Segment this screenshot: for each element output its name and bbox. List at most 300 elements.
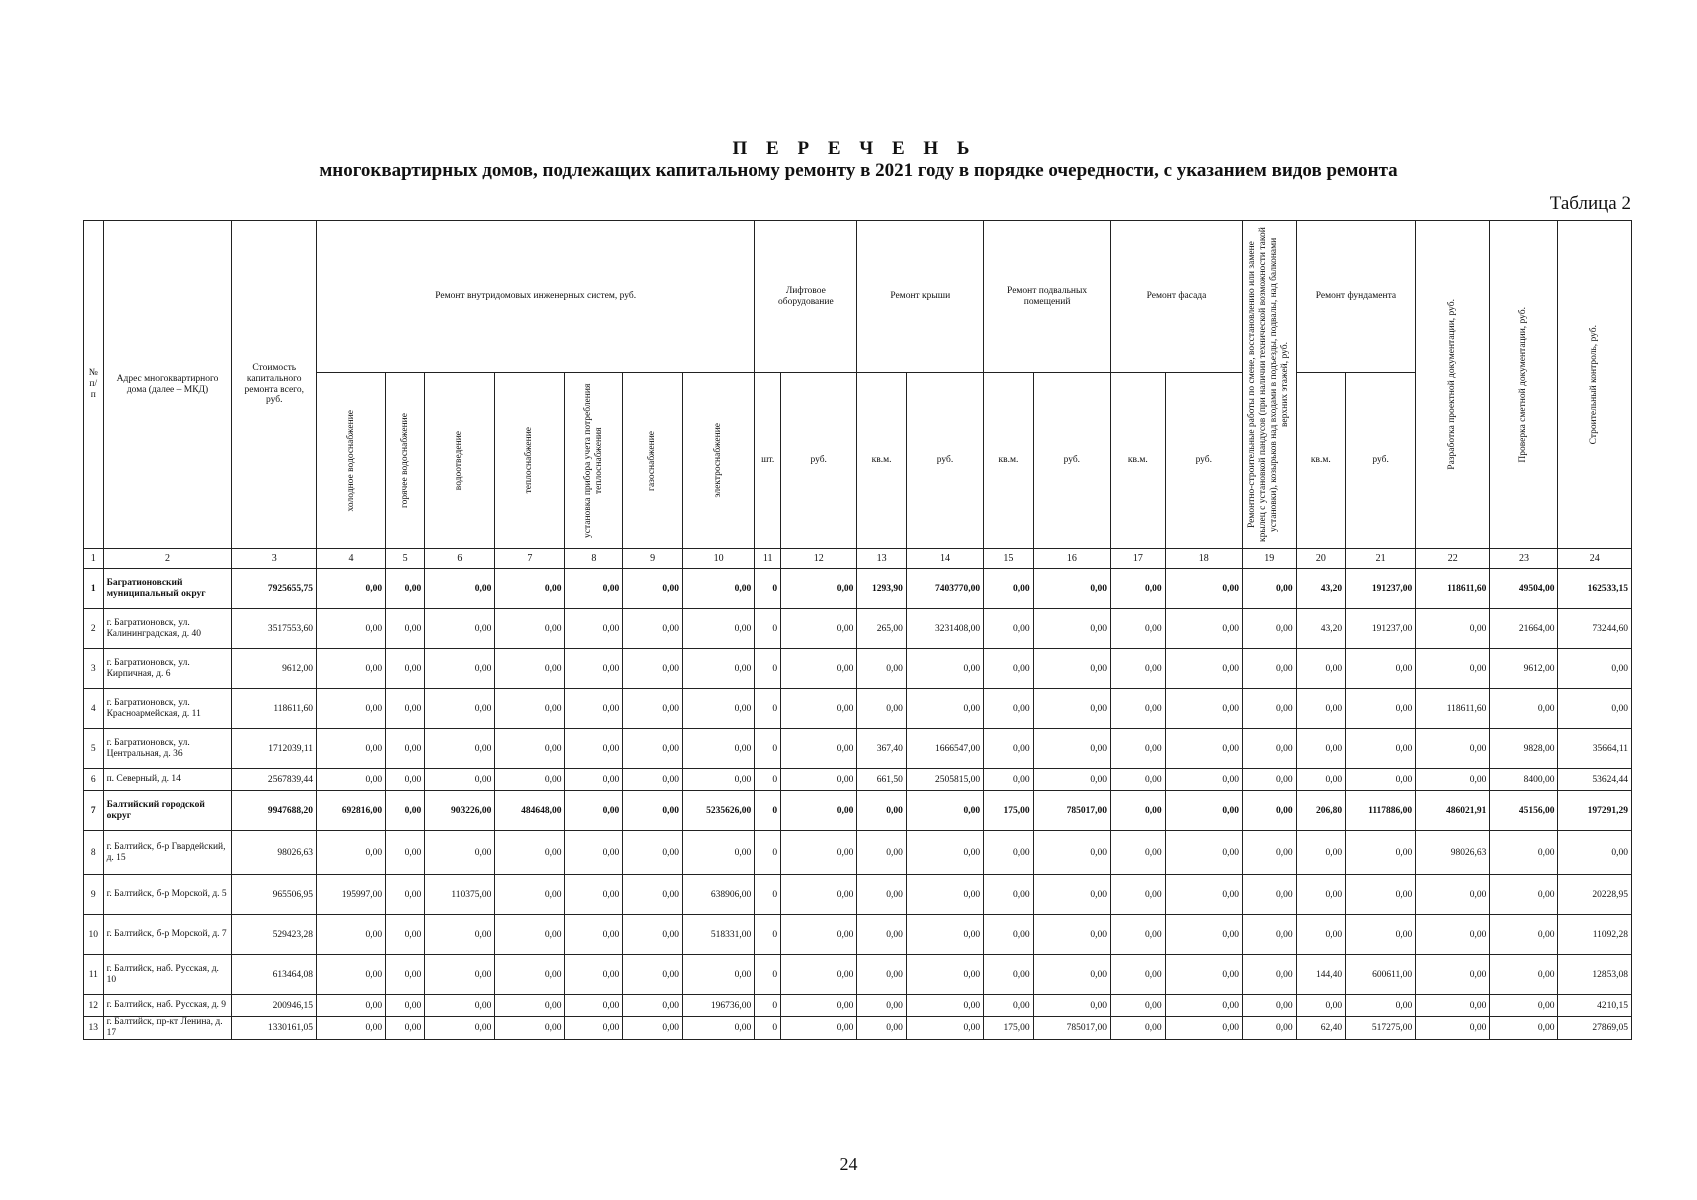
value-cell: 0,00 bbox=[1416, 729, 1490, 769]
value-cell: 0,00 bbox=[857, 1017, 906, 1040]
header-foundation-sqm: кв.м. bbox=[1296, 373, 1345, 549]
header-lift-equipment: Лифтовое оборудование bbox=[755, 221, 857, 373]
value-cell: 0,00 bbox=[1242, 875, 1296, 915]
value-cell: 0,00 bbox=[1416, 649, 1490, 689]
value-cell: 0,00 bbox=[1416, 995, 1490, 1017]
header-facade-rub: руб. bbox=[1165, 373, 1242, 549]
value-cell: 2567839,44 bbox=[232, 769, 317, 791]
value-cell: 0,00 bbox=[1165, 1017, 1242, 1040]
value-cell: 0,00 bbox=[906, 689, 983, 729]
value-cell: 0,00 bbox=[623, 689, 683, 729]
column-number: 5 bbox=[386, 549, 425, 569]
header-basement-sqm: кв.м. bbox=[984, 373, 1033, 549]
column-number: 24 bbox=[1558, 549, 1632, 569]
value-cell: 73244,60 bbox=[1558, 609, 1632, 649]
value-cell: 0,00 bbox=[495, 831, 565, 875]
value-cell: 0,00 bbox=[386, 609, 425, 649]
value-cell: 0,00 bbox=[683, 1017, 755, 1040]
column-number-row bbox=[84, 549, 1632, 569]
value-cell: 0,00 bbox=[1346, 995, 1416, 1017]
value-cell: 118611,60 bbox=[232, 689, 317, 729]
value-cell: 0,00 bbox=[495, 875, 565, 915]
value-cell: 191237,00 bbox=[1346, 609, 1416, 649]
value-cell: 0 bbox=[755, 915, 781, 955]
value-cell: 0,00 bbox=[565, 995, 623, 1017]
value-cell: 4210,15 bbox=[1558, 995, 1632, 1017]
value-cell: 0,00 bbox=[906, 831, 983, 875]
value-cell: 0,00 bbox=[623, 769, 683, 791]
value-cell: 0,00 bbox=[1242, 689, 1296, 729]
address-cell: г. Балтийск, наб. Русская, д. 10 bbox=[103, 955, 232, 995]
table-row bbox=[84, 609, 1632, 649]
value-cell: 0,00 bbox=[1242, 791, 1296, 831]
value-cell: 0,00 bbox=[857, 689, 906, 729]
header-gas: газоснабжение bbox=[623, 373, 683, 549]
value-cell: 0,00 bbox=[1490, 995, 1558, 1017]
value-cell: 144,40 bbox=[1296, 955, 1345, 995]
value-cell: 484648,00 bbox=[495, 791, 565, 831]
value-cell: 0,00 bbox=[906, 1017, 983, 1040]
header-electric: электроснабжение bbox=[683, 373, 755, 549]
value-cell: 0,00 bbox=[623, 875, 683, 915]
value-cell: 0,00 bbox=[1033, 769, 1110, 791]
value-cell: 0,00 bbox=[425, 995, 495, 1017]
value-cell: 0,00 bbox=[906, 791, 983, 831]
value-cell: 0,00 bbox=[1242, 649, 1296, 689]
value-cell: 0,00 bbox=[623, 649, 683, 689]
value-cell: 0,00 bbox=[683, 955, 755, 995]
value-cell: 0,00 bbox=[1346, 769, 1416, 791]
row-number-cell: 6 bbox=[84, 769, 104, 791]
value-cell: 0,00 bbox=[984, 915, 1033, 955]
value-cell: 0,00 bbox=[1033, 689, 1110, 729]
value-cell: 0,00 bbox=[1346, 915, 1416, 955]
value-cell: 7403770,00 bbox=[906, 569, 983, 609]
column-number: 1 bbox=[84, 549, 104, 569]
value-cell: 1712039,11 bbox=[232, 729, 317, 769]
address-cell: г. Багратионовск, ул. Кирпичная, д. 6 bbox=[103, 649, 232, 689]
value-cell: 0,00 bbox=[1490, 831, 1558, 875]
value-cell: 785017,00 bbox=[1033, 1017, 1110, 1040]
document-subtitle: многоквартирных домов, подлежащих капитальному ремонту в 2021 году в порядке очередности, с указанием видов ремонта bbox=[319, 160, 1398, 181]
value-cell: 0,00 bbox=[857, 831, 906, 875]
value-cell: 21664,00 bbox=[1490, 609, 1558, 649]
value-cell: 0 bbox=[755, 689, 781, 729]
header-heating: теплоснабжение bbox=[495, 373, 565, 549]
value-cell: 0,00 bbox=[425, 915, 495, 955]
address-cell: Багратионовский муниципальный округ bbox=[103, 569, 232, 609]
value-cell: 118611,60 bbox=[1416, 689, 1490, 729]
value-cell: 0,00 bbox=[1490, 689, 1558, 729]
header-design-docs: Разработка проектной документации, руб. bbox=[1416, 221, 1490, 549]
header-facade-sqm: кв.м. bbox=[1111, 373, 1166, 549]
value-cell: 0,00 bbox=[1165, 955, 1242, 995]
value-cell: 0,00 bbox=[1165, 689, 1242, 729]
value-cell: 0,00 bbox=[565, 1017, 623, 1040]
address-cell: г. Балтийск, б-р Морской, д. 5 bbox=[103, 875, 232, 915]
header-lift-pcs: шт. bbox=[755, 373, 781, 549]
value-cell: 0,00 bbox=[1346, 729, 1416, 769]
value-cell: 0,00 bbox=[781, 1017, 857, 1040]
value-cell: 0,00 bbox=[386, 729, 425, 769]
column-number: 7 bbox=[495, 549, 565, 569]
value-cell: 7925655,75 bbox=[232, 569, 317, 609]
header-facade-repair: Ремонт фасада bbox=[1111, 221, 1243, 373]
header-sewerage: водоотведение bbox=[425, 373, 495, 549]
value-cell: 0 bbox=[755, 875, 781, 915]
value-cell: 8400,00 bbox=[1490, 769, 1558, 791]
table-row bbox=[84, 875, 1632, 915]
row-number-cell: 11 bbox=[84, 955, 104, 995]
value-cell: 0,00 bbox=[1416, 915, 1490, 955]
value-cell: 0,00 bbox=[781, 609, 857, 649]
value-cell: 0,00 bbox=[1490, 1017, 1558, 1040]
table-row bbox=[84, 569, 1632, 609]
value-cell: 0,00 bbox=[425, 689, 495, 729]
value-cell: 1330161,05 bbox=[232, 1017, 317, 1040]
row-number-cell: 8 bbox=[84, 831, 104, 875]
value-cell: 0,00 bbox=[1111, 649, 1166, 689]
value-cell: 0,00 bbox=[565, 569, 623, 609]
value-cell: 0,00 bbox=[565, 609, 623, 649]
value-cell: 62,40 bbox=[1296, 1017, 1345, 1040]
value-cell: 0,00 bbox=[781, 689, 857, 729]
value-cell: 0,00 bbox=[1242, 915, 1296, 955]
value-cell: 0,00 bbox=[317, 729, 386, 769]
value-cell: 518331,00 bbox=[683, 915, 755, 955]
value-cell: 0,00 bbox=[1165, 729, 1242, 769]
value-cell: 0,00 bbox=[1346, 831, 1416, 875]
value-cell: 0,00 bbox=[1296, 831, 1345, 875]
value-cell: 0,00 bbox=[857, 791, 906, 831]
value-cell: 0,00 bbox=[1416, 609, 1490, 649]
header-roof-repair: Ремонт крыши bbox=[857, 221, 984, 373]
row-number-cell: 9 bbox=[84, 875, 104, 915]
address-cell: п. Северный, д. 14 bbox=[103, 769, 232, 791]
value-cell: 0,00 bbox=[425, 1017, 495, 1040]
value-cell: 0,00 bbox=[1033, 831, 1110, 875]
row-number-cell: 7 bbox=[84, 791, 104, 831]
value-cell: 0 bbox=[755, 831, 781, 875]
value-cell: 53624,44 bbox=[1558, 769, 1632, 791]
value-cell: 0,00 bbox=[317, 915, 386, 955]
value-cell: 0,00 bbox=[565, 689, 623, 729]
value-cell: 0,00 bbox=[857, 915, 906, 955]
value-cell: 265,00 bbox=[857, 609, 906, 649]
address-cell: г. Багратионовск, ул. Центральная, д. 36 bbox=[103, 729, 232, 769]
column-number: 6 bbox=[425, 549, 495, 569]
value-cell: 0,00 bbox=[1558, 831, 1632, 875]
value-cell: 0,00 bbox=[984, 875, 1033, 915]
value-cell: 0,00 bbox=[623, 791, 683, 831]
value-cell: 0,00 bbox=[683, 769, 755, 791]
value-cell: 0,00 bbox=[425, 831, 495, 875]
value-cell: 0,00 bbox=[1033, 875, 1110, 915]
value-cell: 0,00 bbox=[425, 729, 495, 769]
column-number: 8 bbox=[565, 549, 623, 569]
table-caption: Таблица 2 bbox=[1549, 193, 1631, 214]
address-cell: г. Балтийск, пр-кт Ленина, д. 17 bbox=[103, 1017, 232, 1040]
value-cell: 0,00 bbox=[495, 569, 565, 609]
column-number: 21 bbox=[1346, 549, 1416, 569]
value-cell: 0,00 bbox=[857, 955, 906, 995]
value-cell: 0,00 bbox=[386, 791, 425, 831]
row-number-cell: 12 bbox=[84, 995, 104, 1017]
value-cell: 0,00 bbox=[1490, 955, 1558, 995]
value-cell: 0,00 bbox=[781, 875, 857, 915]
value-cell: 0,00 bbox=[683, 729, 755, 769]
value-cell: 486021,91 bbox=[1416, 791, 1490, 831]
value-cell: 0,00 bbox=[1296, 649, 1345, 689]
address-cell: г. Багратионовск, ул. Калининградская, д. 40 bbox=[103, 609, 232, 649]
header-number: № п/п bbox=[84, 221, 104, 549]
value-cell: 0,00 bbox=[495, 1017, 565, 1040]
column-number: 19 bbox=[1242, 549, 1296, 569]
address-cell: г. Балтийск, наб. Русская, д. 9 bbox=[103, 995, 232, 1017]
value-cell: 5235626,00 bbox=[683, 791, 755, 831]
value-cell: 0,00 bbox=[1033, 995, 1110, 1017]
page-number: 24 bbox=[839, 1154, 858, 1174]
value-cell: 43,20 bbox=[1296, 569, 1345, 609]
value-cell: 0,00 bbox=[386, 1017, 425, 1040]
header-foundation-rub: руб. bbox=[1346, 373, 1416, 549]
header-address: Адрес многоквартирного дома (далее – МКД) bbox=[103, 221, 232, 549]
value-cell: 661,50 bbox=[857, 769, 906, 791]
value-cell: 0,00 bbox=[1165, 769, 1242, 791]
value-cell: 45156,00 bbox=[1490, 791, 1558, 831]
value-cell: 9947688,20 bbox=[232, 791, 317, 831]
value-cell: 0,00 bbox=[386, 995, 425, 1017]
table-header bbox=[84, 221, 1632, 569]
value-cell: 0,00 bbox=[623, 831, 683, 875]
table-row bbox=[84, 995, 1632, 1017]
value-cell: 0,00 bbox=[1558, 689, 1632, 729]
row-number-cell: 4 bbox=[84, 689, 104, 729]
value-cell: 0,00 bbox=[906, 995, 983, 1017]
value-cell: 0,00 bbox=[857, 995, 906, 1017]
value-cell: 0,00 bbox=[1111, 875, 1166, 915]
value-cell: 0,00 bbox=[781, 955, 857, 995]
value-cell: 0,00 bbox=[984, 995, 1033, 1017]
value-cell: 0,00 bbox=[1242, 1017, 1296, 1040]
value-cell: 0,00 bbox=[623, 569, 683, 609]
value-cell: 0,00 bbox=[386, 649, 425, 689]
value-cell: 0,00 bbox=[623, 915, 683, 955]
value-cell: 0,00 bbox=[317, 609, 386, 649]
value-cell: 0,00 bbox=[1558, 649, 1632, 689]
value-cell: 0,00 bbox=[1165, 569, 1242, 609]
value-cell: 0,00 bbox=[984, 569, 1033, 609]
value-cell: 0,00 bbox=[1165, 649, 1242, 689]
column-number: 14 bbox=[906, 549, 983, 569]
value-cell: 0,00 bbox=[781, 769, 857, 791]
value-cell: 0,00 bbox=[495, 609, 565, 649]
value-cell: 0,00 bbox=[1416, 1017, 1490, 1040]
header-roof-sqm: кв.м. bbox=[857, 373, 906, 549]
value-cell: 110375,00 bbox=[425, 875, 495, 915]
value-cell: 2505815,00 bbox=[906, 769, 983, 791]
value-cell: 0,00 bbox=[1165, 915, 1242, 955]
repair-list-table-container bbox=[83, 220, 1632, 1040]
value-cell: 692816,00 bbox=[317, 791, 386, 831]
value-cell: 0,00 bbox=[1165, 791, 1242, 831]
document-title: П Е Р Е Ч Е Н Ь bbox=[732, 138, 977, 159]
value-cell: 0 bbox=[755, 729, 781, 769]
column-number: 22 bbox=[1416, 549, 1490, 569]
value-cell: 0,00 bbox=[317, 689, 386, 729]
row-number-cell: 5 bbox=[84, 729, 104, 769]
value-cell: 0,00 bbox=[1242, 609, 1296, 649]
value-cell: 0 bbox=[755, 769, 781, 791]
header-basement-rub: руб. bbox=[1033, 373, 1110, 549]
column-number: 10 bbox=[683, 549, 755, 569]
value-cell: 0 bbox=[755, 791, 781, 831]
header-foundation-repair: Ремонт фундамента bbox=[1296, 221, 1416, 373]
value-cell: 0,00 bbox=[1111, 831, 1166, 875]
value-cell: 0,00 bbox=[317, 955, 386, 995]
header-cold-water: холодное водоснабжение bbox=[317, 373, 386, 549]
header-supervision: Строительный контроль, руб. bbox=[1558, 221, 1632, 549]
value-cell: 0,00 bbox=[1165, 875, 1242, 915]
value-cell: 965506,95 bbox=[232, 875, 317, 915]
value-cell: 0,00 bbox=[1346, 649, 1416, 689]
column-number: 13 bbox=[857, 549, 906, 569]
value-cell: 0,00 bbox=[984, 689, 1033, 729]
value-cell: 0,00 bbox=[623, 1017, 683, 1040]
row-number-cell: 1 bbox=[84, 569, 104, 609]
value-cell: 0,00 bbox=[386, 915, 425, 955]
value-cell: 0,00 bbox=[1296, 915, 1345, 955]
value-cell: 11092,28 bbox=[1558, 915, 1632, 955]
table-row bbox=[84, 791, 1632, 831]
value-cell: 0,00 bbox=[495, 769, 565, 791]
value-cell: 0,00 bbox=[1111, 609, 1166, 649]
value-cell: 0,00 bbox=[906, 649, 983, 689]
value-cell: 196736,00 bbox=[683, 995, 755, 1017]
column-number: 17 bbox=[1111, 549, 1166, 569]
value-cell: 785017,00 bbox=[1033, 791, 1110, 831]
value-cell: 1293,90 bbox=[857, 569, 906, 609]
value-cell: 0,00 bbox=[386, 689, 425, 729]
value-cell: 0,00 bbox=[857, 875, 906, 915]
value-cell: 175,00 bbox=[984, 791, 1033, 831]
value-cell: 0,00 bbox=[425, 769, 495, 791]
value-cell: 0,00 bbox=[317, 831, 386, 875]
row-number-cell: 3 bbox=[84, 649, 104, 689]
value-cell: 529423,28 bbox=[232, 915, 317, 955]
table-row bbox=[84, 955, 1632, 995]
value-cell: 43,20 bbox=[1296, 609, 1345, 649]
value-cell: 0,00 bbox=[1165, 831, 1242, 875]
table-row bbox=[84, 1017, 1632, 1040]
value-cell: 0,00 bbox=[623, 955, 683, 995]
value-cell: 0 bbox=[755, 609, 781, 649]
table-row bbox=[84, 649, 1632, 689]
value-cell: 0,00 bbox=[1165, 995, 1242, 1017]
value-cell: 9612,00 bbox=[1490, 649, 1558, 689]
value-cell: 0,00 bbox=[425, 955, 495, 995]
value-cell: 0,00 bbox=[1242, 831, 1296, 875]
value-cell: 0,00 bbox=[317, 1017, 386, 1040]
value-cell: 0,00 bbox=[1490, 875, 1558, 915]
column-number: 11 bbox=[755, 549, 781, 569]
value-cell: 0,00 bbox=[495, 995, 565, 1017]
value-cell: 0,00 bbox=[495, 649, 565, 689]
value-cell: 0,00 bbox=[565, 769, 623, 791]
value-cell: 0,00 bbox=[1111, 915, 1166, 955]
value-cell: 0,00 bbox=[565, 875, 623, 915]
value-cell: 0,00 bbox=[683, 569, 755, 609]
value-cell: 98026,63 bbox=[1416, 831, 1490, 875]
value-cell: 0,00 bbox=[1111, 689, 1166, 729]
value-cell: 0 bbox=[755, 569, 781, 609]
address-cell: г. Балтийск, б-р Гвардейский, д. 15 bbox=[103, 831, 232, 875]
column-number: 12 bbox=[781, 549, 857, 569]
header-total-cost: Стоимость капитального ремонта всего, руб. bbox=[232, 221, 317, 549]
value-cell: 0,00 bbox=[984, 729, 1033, 769]
value-cell: 0,00 bbox=[495, 915, 565, 955]
value-cell: 0,00 bbox=[1033, 649, 1110, 689]
value-cell: 0,00 bbox=[623, 609, 683, 649]
value-cell: 0,00 bbox=[386, 769, 425, 791]
column-number: 2 bbox=[103, 549, 232, 569]
header-roof-rub: руб. bbox=[906, 373, 983, 549]
table-row bbox=[84, 769, 1632, 791]
value-cell: 0,00 bbox=[1242, 729, 1296, 769]
value-cell: 206,80 bbox=[1296, 791, 1345, 831]
value-cell: 0,00 bbox=[623, 995, 683, 1017]
column-number: 15 bbox=[984, 549, 1033, 569]
value-cell: 0,00 bbox=[317, 769, 386, 791]
column-number: 9 bbox=[623, 549, 683, 569]
column-number: 23 bbox=[1490, 549, 1558, 569]
value-cell: 0,00 bbox=[1033, 569, 1110, 609]
value-cell: 0,00 bbox=[1296, 689, 1345, 729]
value-cell: 0,00 bbox=[683, 649, 755, 689]
column-number: 18 bbox=[1165, 549, 1242, 569]
value-cell: 0 bbox=[755, 1017, 781, 1040]
value-cell: 0,00 bbox=[1490, 915, 1558, 955]
value-cell: 27869,05 bbox=[1558, 1017, 1632, 1040]
value-cell: 98026,63 bbox=[232, 831, 317, 875]
value-cell: 0,00 bbox=[1416, 875, 1490, 915]
value-cell: 0,00 bbox=[565, 729, 623, 769]
value-cell: 0,00 bbox=[1242, 995, 1296, 1017]
value-cell: 0,00 bbox=[425, 569, 495, 609]
value-cell: 12853,08 bbox=[1558, 955, 1632, 995]
value-cell: 0,00 bbox=[1242, 769, 1296, 791]
value-cell: 0,00 bbox=[906, 915, 983, 955]
value-cell: 0,00 bbox=[386, 831, 425, 875]
value-cell: 0,00 bbox=[1111, 569, 1166, 609]
value-cell: 0,00 bbox=[781, 729, 857, 769]
value-cell: 191237,00 bbox=[1346, 569, 1416, 609]
value-cell: 0,00 bbox=[565, 831, 623, 875]
header-hot-water: горячее водоснабжение bbox=[386, 373, 425, 549]
value-cell: 0,00 bbox=[1111, 1017, 1166, 1040]
value-cell: 0,00 bbox=[1033, 729, 1110, 769]
value-cell: 0,00 bbox=[565, 791, 623, 831]
value-cell: 0,00 bbox=[781, 915, 857, 955]
value-cell: 0,00 bbox=[1111, 995, 1166, 1017]
table-body bbox=[84, 569, 1632, 1040]
value-cell: 0,00 bbox=[906, 875, 983, 915]
value-cell: 1117886,00 bbox=[1346, 791, 1416, 831]
address-cell: г. Балтийск, б-р Морской, д. 7 bbox=[103, 915, 232, 955]
address-cell: Балтийский городской округ bbox=[103, 791, 232, 831]
header-engineering-systems: Ремонт внутридомовых инженерных систем, руб. bbox=[317, 221, 755, 373]
value-cell: 20228,95 bbox=[1558, 875, 1632, 915]
